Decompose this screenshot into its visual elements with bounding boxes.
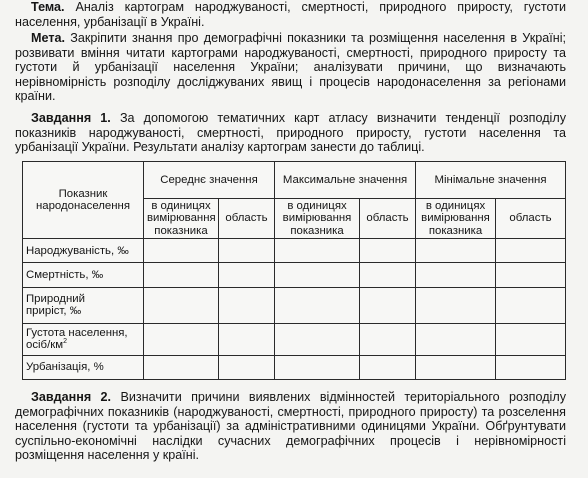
minimum-units-subheader: в одиницях вимірювання показника [416,199,496,239]
table-row [23,287,566,323]
table-cell[interactable] [496,287,566,323]
table-row [23,263,566,287]
population-density-text: Густота населення, осіб/км [26,326,128,352]
goal-text: Закріпити знання про демографічні показники та розміщення населення в Україні; розвивати вміння читати картограми народжуваності, смертності, природного приросту та густоти й урбанізації населення України; аналізувати причини, що визначають нерівномірність розподілу досліджуваних явищ і процесів народонаселення за регіонами країни. [15,31,567,104]
table-cell[interactable] [360,263,416,287]
maximum-region-subheader: область [360,199,416,239]
task2-label: Завдання 2. [31,390,112,404]
table-cell[interactable] [496,323,566,355]
topic-text: Аналіз картограм народжуваності, смертності, природного приросту, густоти населення, урбанізації в Україні. [15,0,567,29]
table-cell[interactable] [360,355,416,379]
table-row [23,355,566,379]
table-row [23,239,566,263]
table-cell[interactable] [496,239,566,263]
table-cell[interactable] [219,355,275,379]
task2-text: Визначити причини виявлених відмінностей територіального розподілу демографічних показників (народжуваності, смертності, природного приросту) та розселення населення (густоти та урбанізації) за адміністративними одиницями України. Обґрунтувати суспільно-економічні наслідки сучасних демографічних процесів і нерівномірності розміщення населення у країні. [15,390,567,463]
table-cell[interactable] [360,323,416,355]
maximum-value-header: Максимальне значення [275,162,416,199]
birth-rate-label: Народжуваність, ‰ [23,239,144,263]
table-cell[interactable] [144,355,219,379]
goal-paragraph [15,31,566,104]
average-units-subheader: в одиницях вимірювання показника [144,199,219,239]
table-cell[interactable] [416,263,496,287]
table-cell[interactable] [219,287,275,323]
table-cell[interactable] [496,355,566,379]
table-cell[interactable] [275,263,360,287]
table-cell[interactable] [275,287,360,323]
average-region-subheader: область [219,199,275,239]
table-cell[interactable] [496,263,566,287]
mortality-label: Смертність, ‰ [23,263,144,287]
squared-superscript: 2 [63,338,67,346]
urbanization-label: Урбанізація, % [23,355,144,379]
demography-table [22,161,566,380]
topic-paragraph [15,0,566,29]
table-cell[interactable] [219,263,275,287]
table-cell[interactable] [416,287,496,323]
table-cell[interactable] [144,323,219,355]
table-cell[interactable] [275,355,360,379]
table-cell[interactable] [144,263,219,287]
table-cell[interactable] [416,239,496,263]
topic-label: Тема. [31,0,65,14]
table-cell[interactable] [275,323,360,355]
table-cell[interactable] [144,287,219,323]
table-cell[interactable] [360,287,416,323]
table-row [23,323,566,355]
table-cell[interactable] [275,239,360,263]
table-cell[interactable] [416,323,496,355]
minimum-region-subheader: область [496,199,566,239]
table-cell[interactable] [219,239,275,263]
task2-paragraph [15,390,566,463]
task1-label: Завдання 1. [31,111,111,125]
table-cell[interactable] [360,239,416,263]
average-value-header: Середнє значення [144,162,275,199]
natural-increase-label: Природний приріст, ‰ [23,287,144,323]
table-cell[interactable] [144,239,219,263]
task1-paragraph [15,111,566,155]
table-cell[interactable] [416,355,496,379]
goal-label: Мета. [31,31,65,45]
minimum-value-header: Мінімальне значення [416,162,566,199]
table-header-row [23,162,566,199]
indicator-column-header: Показник народонаселення [23,162,144,239]
table-cell[interactable] [219,323,275,355]
maximum-units-subheader: в одиницях вимірювання показника [275,199,360,239]
population-density-label [23,323,144,355]
task1-text: За допомогою тематичних карт атласу визначити тенденції розподілу показників народжуваності, смертності, природного приросту, густоти населення та урбанізації України. Результати аналізу картограм занести до таблиці. [15,111,567,155]
